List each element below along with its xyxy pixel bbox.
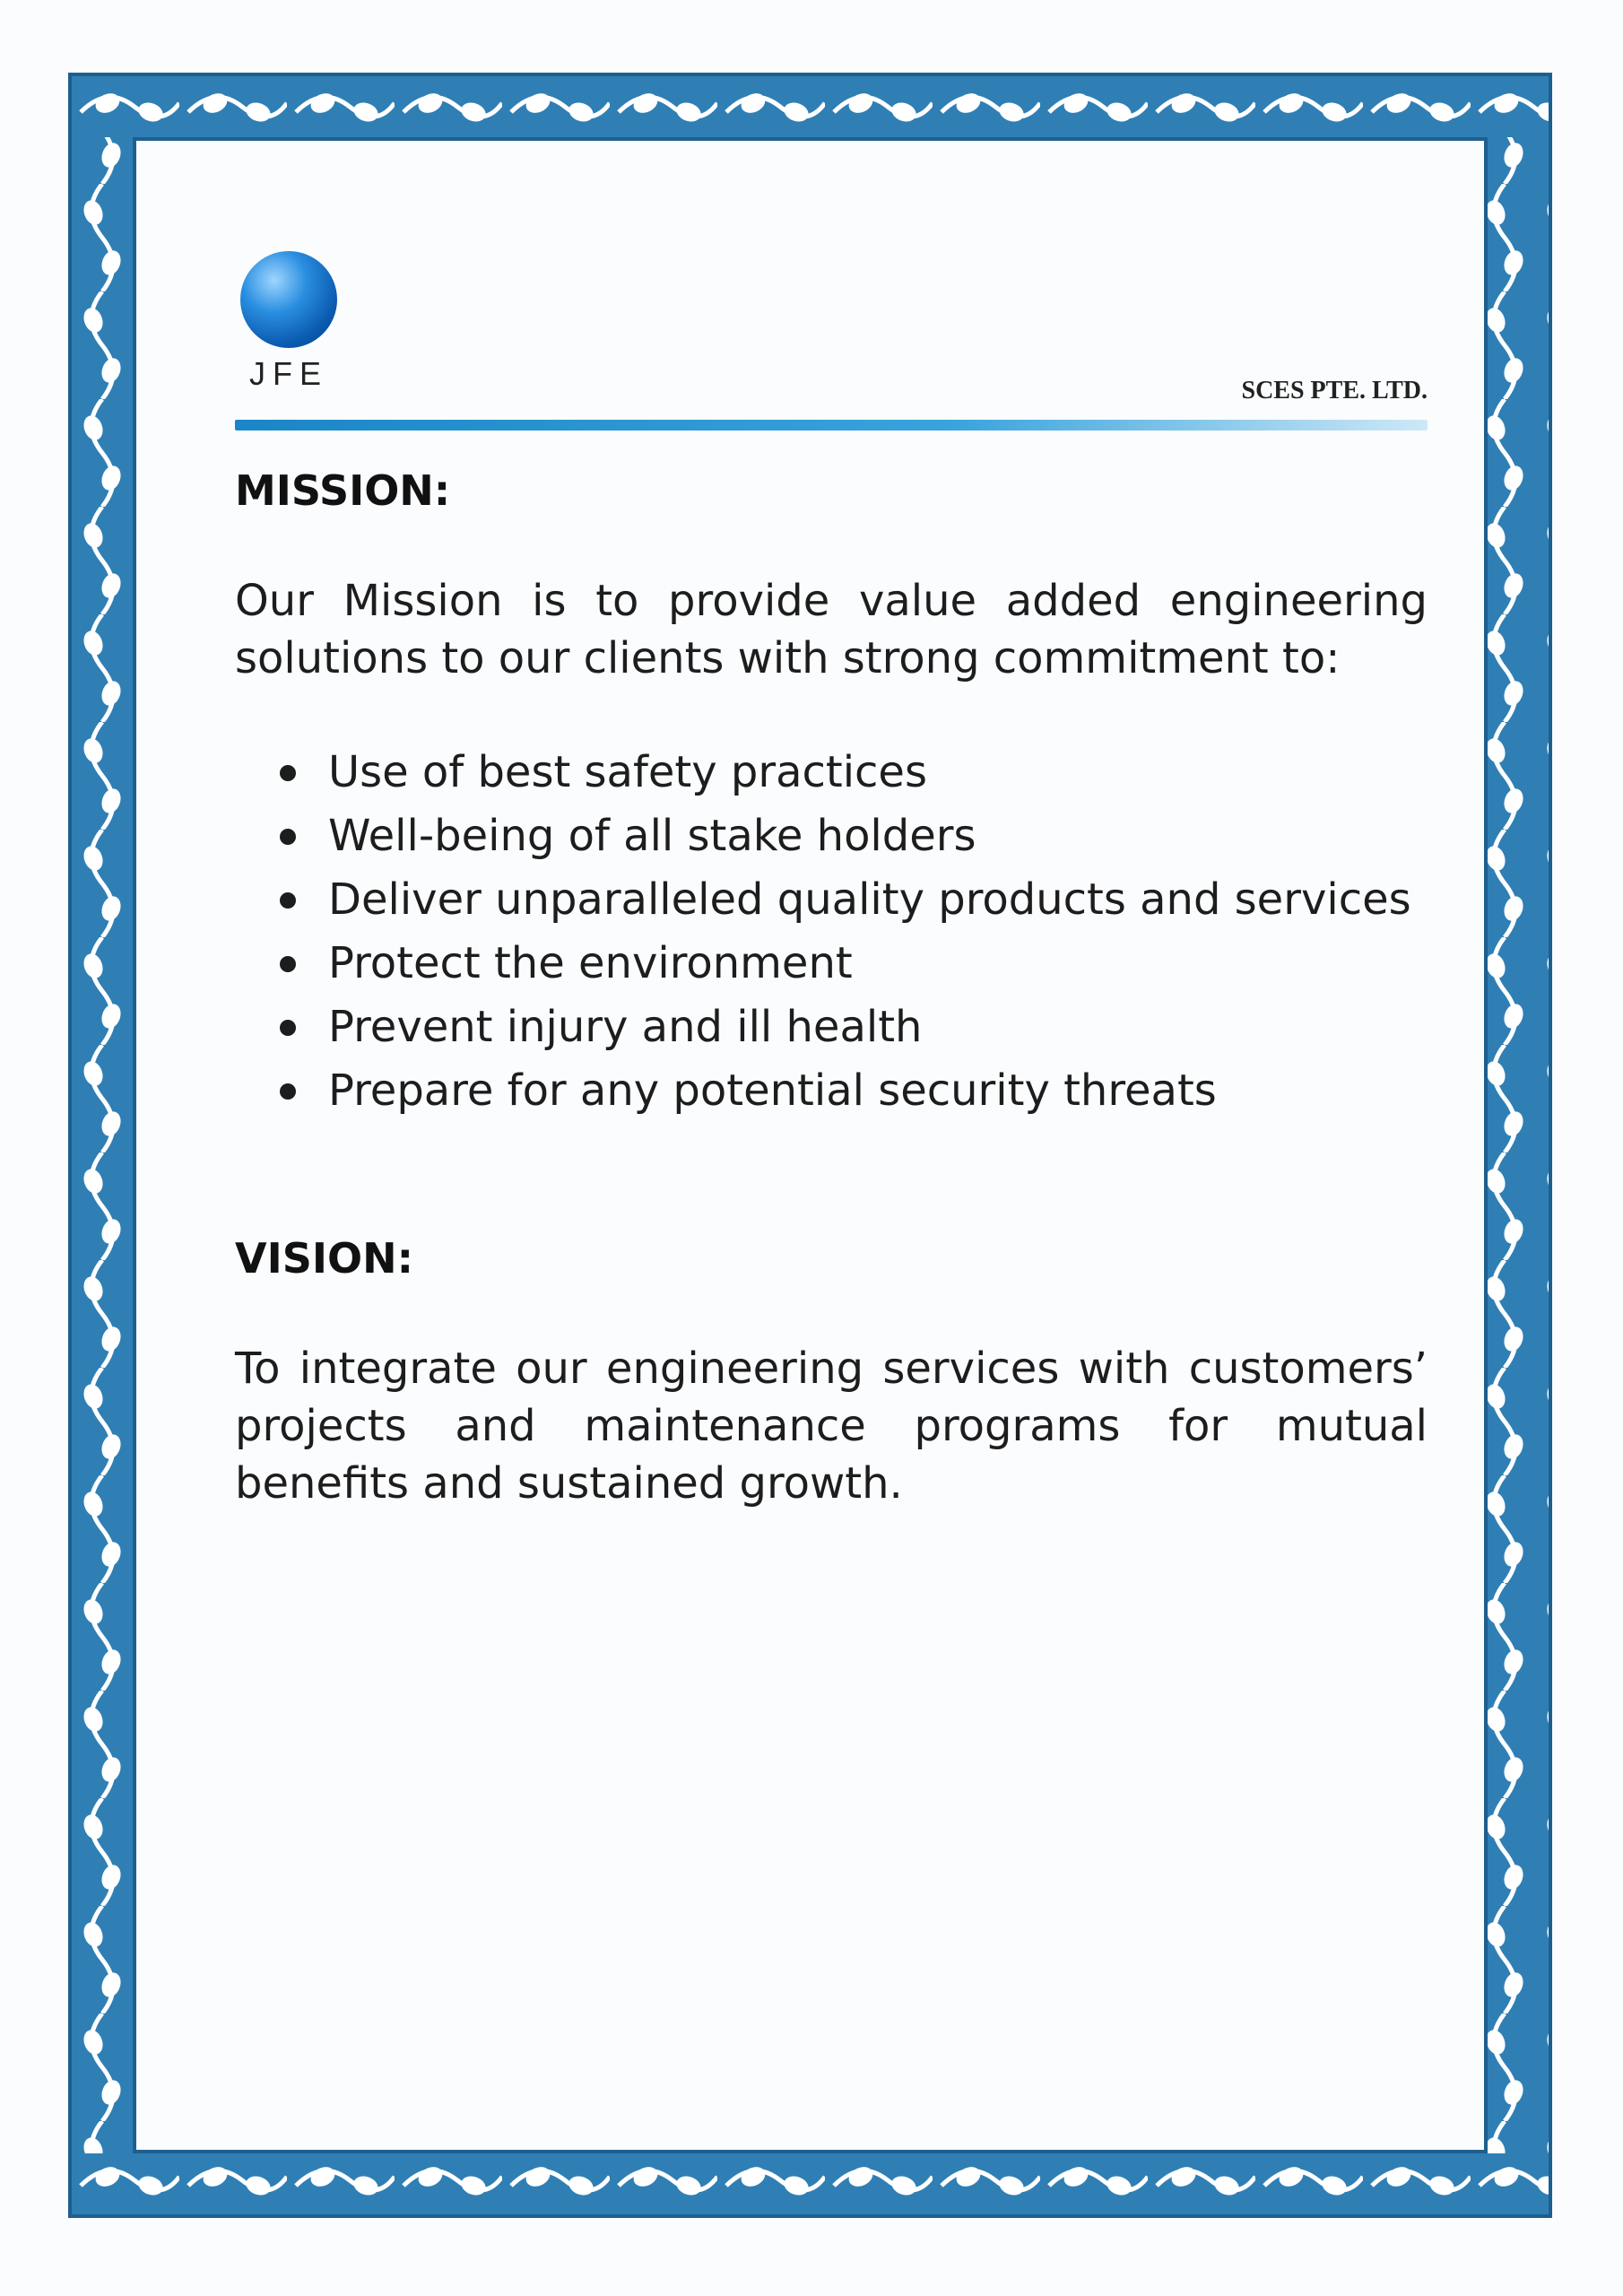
- list-item: Deliver unparalleled quality products and services: [280, 868, 1428, 932]
- mission-intro: Our Mission is to provide value added engineering solutions to our clients with strong commitment to:: [235, 576, 1428, 683]
- bullet-icon: [280, 1083, 296, 1100]
- bullet-icon: [280, 829, 296, 845]
- list-item: Prevent injury and ill health: [280, 996, 1428, 1059]
- bullet-icon: [280, 1020, 296, 1036]
- list-item: Well-being of all stake holders: [280, 804, 1428, 868]
- list-item: Prepare for any potential security threats: [280, 1059, 1428, 1123]
- bullet-icon: [280, 956, 296, 972]
- list-item: Use of best safety practices: [280, 741, 1428, 804]
- mission-list: [280, 741, 1428, 1123]
- mission-heading: MISSION:: [235, 466, 451, 515]
- header-rule: [235, 420, 1428, 430]
- vision-text: To integrate our engineering services with customers’ projects and maintenance programs for mutual benefits and sustained growth.: [235, 1344, 1428, 1509]
- jfe-logo: [235, 251, 343, 393]
- bullet-icon: [280, 765, 296, 781]
- logo-text: JFE: [248, 355, 328, 392]
- letterhead: [235, 251, 1428, 430]
- logo-globe-icon: [240, 251, 337, 348]
- list-item: Protect the environment: [280, 932, 1428, 996]
- vision-heading: VISION:: [235, 1234, 413, 1283]
- document-body: [235, 251, 1428, 1512]
- company-name: SCES PTE. LTD.: [1241, 377, 1428, 404]
- bullet-icon: [280, 892, 296, 909]
